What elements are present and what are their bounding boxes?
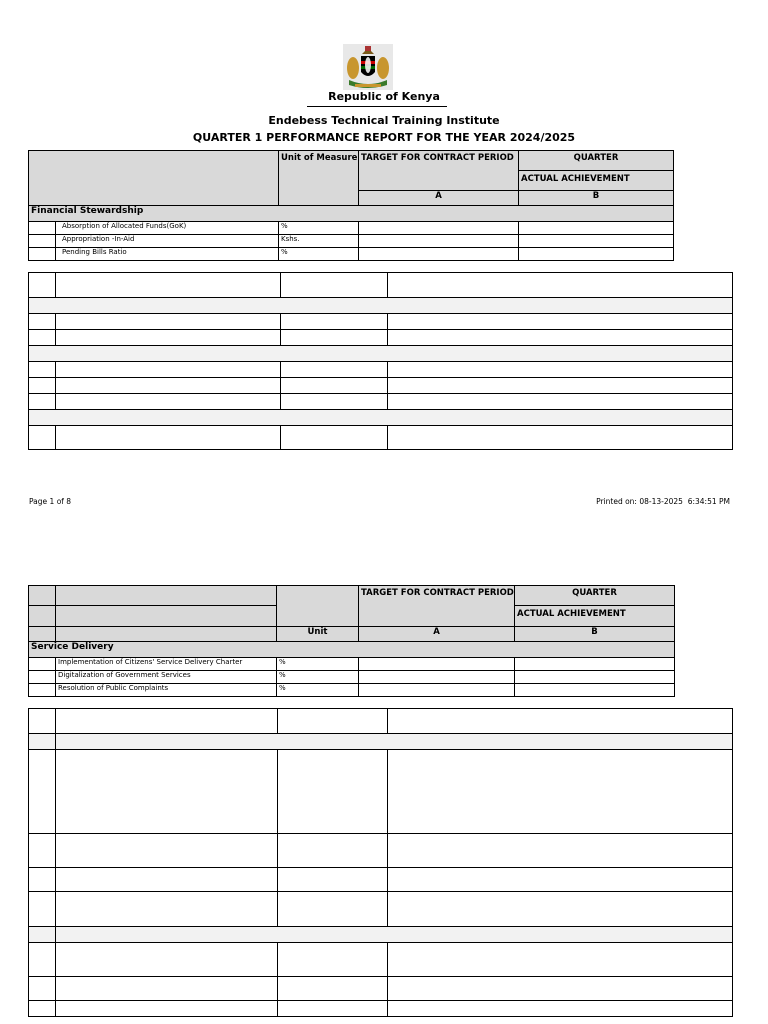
indicator-unit: % [279, 248, 359, 261]
printed-timestamp: Printed on: 08-13-2025 6:34:51 PM [596, 497, 730, 506]
section-financial-stewardship: Financial Stewardship [29, 206, 674, 222]
grid-row [29, 892, 733, 927]
table-row [29, 248, 674, 261]
grid-band [29, 734, 733, 750]
actual-achievement-header: ACTUAL ACHIEVEMENT [519, 171, 674, 191]
grid-row [29, 273, 733, 298]
col-b-header: B [515, 627, 675, 642]
indicator-unit: % [277, 658, 359, 671]
country-title: Republic of Kenya [328, 90, 440, 103]
grid-band [29, 346, 733, 362]
grid-row [29, 1001, 733, 1017]
indicator-name: Pending Bills Ratio [56, 248, 279, 261]
blank-grid-1 [28, 272, 733, 450]
table-row [29, 222, 674, 235]
institution-name: Endebess Technical Training Institute [268, 114, 500, 127]
grid-row [29, 709, 733, 734]
section-service-delivery: Service Delivery [29, 642, 675, 658]
col-a-header: A [359, 627, 515, 642]
grid-band [29, 298, 733, 314]
indicator-unit: % [279, 222, 359, 235]
indicator-unit: % [277, 671, 359, 684]
table-row [29, 235, 674, 248]
table-row [29, 658, 675, 671]
table-row [29, 671, 675, 684]
indicator-name: Resolution of Public Complaints [56, 684, 277, 697]
indicator-unit: Kshs. [279, 235, 359, 248]
service-delivery-table [28, 585, 675, 697]
title-underline [307, 106, 447, 107]
financial-stewardship-table [28, 150, 674, 261]
grid-row [29, 330, 733, 346]
target-header: TARGET FOR CONTRACT PERIOD [359, 586, 515, 627]
grid-row [29, 750, 733, 834]
coat-of-arms-emblem [343, 44, 393, 90]
indicator-unit: % [277, 684, 359, 697]
page-number: Page 1 of 8 [29, 497, 72, 506]
grid-row [29, 977, 733, 1001]
grid-band [29, 927, 733, 943]
grid-row [29, 362, 733, 378]
indicator-name: Digitalization of Government Services [56, 671, 277, 684]
grid-row [29, 834, 733, 868]
grid-row [29, 868, 733, 892]
actual-achievement-header: ACTUAL ACHIEVEMENT [515, 606, 675, 627]
indicator-name: Implementation of Citizens' Service Delivery Charter [56, 658, 277, 671]
indicator-name: Appropriation -In-Aid [56, 235, 279, 248]
quarter-header: QUARTER [515, 586, 675, 606]
grid-row [29, 378, 733, 394]
table-row [29, 684, 675, 697]
grid-row [29, 314, 733, 330]
col-a-header: A [359, 191, 519, 206]
unit-header: Unit [277, 627, 359, 642]
grid-row [29, 394, 733, 410]
col-b-header: B [519, 191, 674, 206]
unit-of-measure-header: Unit of Measure [279, 151, 359, 206]
indicator-name: Absorption of Allocated Funds(GoK) [56, 222, 279, 235]
grid-row [29, 943, 733, 977]
report-title: QUARTER 1 PERFORMANCE REPORT FOR THE YEAR 2024/2025 [192, 131, 576, 144]
grid-band [29, 410, 733, 426]
quarter-header: QUARTER [519, 151, 674, 171]
grid-row [29, 426, 733, 450]
blank-grid-2 [28, 708, 733, 1017]
target-header: TARGET FOR CONTRACT PERIOD [359, 151, 519, 191]
blank-header-cell [29, 151, 279, 206]
